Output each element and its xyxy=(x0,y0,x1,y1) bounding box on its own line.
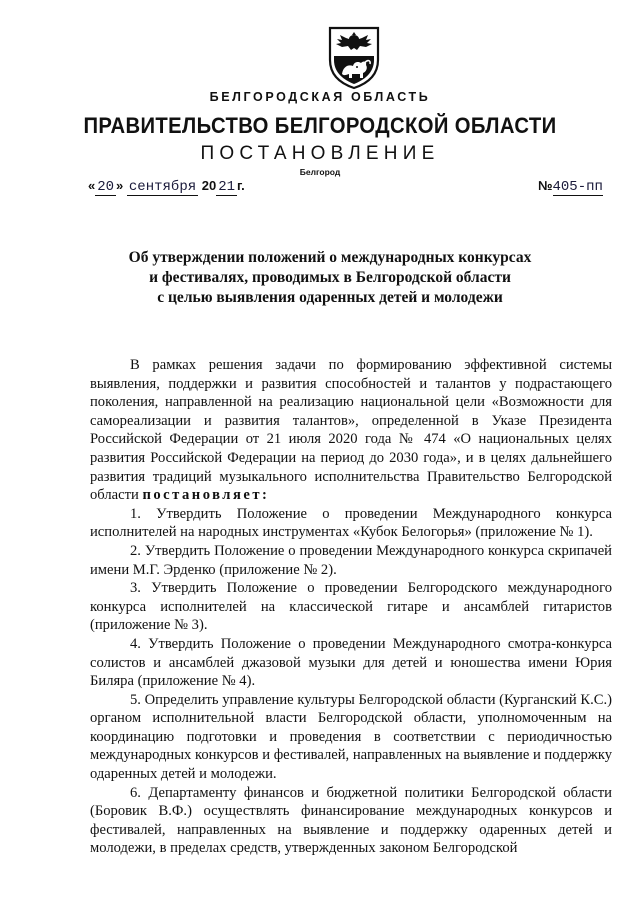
decree-item: 2. Утвердить Положение о проведении Международного конкурса скрипачей имени М.Г. Эрденко (приложение № 2). xyxy=(90,542,612,578)
decree-number xyxy=(538,178,603,195)
date-year-prefix: 20 xyxy=(201,178,217,193)
decrees-word: постановляет: xyxy=(142,487,270,504)
decree-date xyxy=(88,178,245,195)
title-line: и фестивалях, проводимых в Белгородской области xyxy=(149,269,511,286)
decree-item: 1. Утвердить Положение о проведении Международного конкурса исполнителей на народных инструментах «Кубок Белогорья» (приложение № 1). xyxy=(90,505,612,541)
preamble-paragraph xyxy=(90,356,612,505)
region-name: БЕЛГОРОДСКАЯ ОБЛАСТЬ xyxy=(209,90,431,104)
decree-item: 6. Департаменту финансов и бюджетной политики Белгородской области (Боровик В.Ф.) осуществлять финансирование международных конкурсов и фестивалей, направленных на выявление и поддержку одаренных детей и молодежи, в пределах средств, утвержденных законом Белгородской xyxy=(90,784,612,857)
date-day: 20 xyxy=(97,179,115,195)
preamble-text: В рамках решения задачи по формированию эффективной системы выявления, поддержки и развития способностей и талантов у подрастающего поколения, направленной на реализацию национальной цели «Возможности для самореализации и развития талантов», определенной в Указе Президента Российской Федерации от 21 июля 2020 года № 474 «О национальных целях развития Российской Федерации на период до 2030 года», и в целях дальнейшего развития традиций музыкального исполнительства Правительство Белгородской области xyxy=(90,357,612,504)
number-value: 405-пп xyxy=(552,179,603,195)
document-title xyxy=(80,248,580,308)
decree-item: 5. Определить управление культуры Белгородской области (Курганский К.С.) органом исполнительной власти Белгородской области, уполномоченным на координацию подготовки и проведения в соответствии с периодичностью международных конкурсов и фестивалей, направленных на выявление и поддержку одаренных детей и молодежи. xyxy=(90,691,612,783)
document-type: ПОСТАНОВЛЕНИЕ xyxy=(200,143,440,164)
date-month: сентября xyxy=(128,179,197,195)
coat-of-arms-icon xyxy=(326,26,382,90)
title-line: с целью выявления одаренных детей и молодежи xyxy=(157,289,503,306)
government-name: ПРАВИТЕЛЬСТВО БЕЛГОРОДСКОЙ ОБЛАСТИ xyxy=(83,113,557,138)
city-name: Белгород xyxy=(299,167,341,177)
date-year-abbr: г. xyxy=(237,178,245,193)
date-year-suffix: 21 xyxy=(218,179,236,195)
date-open-quote: « xyxy=(88,178,96,193)
decree-item: 4. Утвердить Положение о проведении Международного смотра-конкурса солистов и ансамблей джазовой музыки для детей и юношества имени Юрия Биляра (приложение № 4). xyxy=(90,635,612,690)
decree-item: 3. Утвердить Положение о проведении Белгородского международного конкурса исполнителей на классической гитаре и ансамблей гитаристов (приложение № 3). xyxy=(90,580,612,634)
document-body xyxy=(90,356,612,858)
title-line: Об утверждении положений о международных конкурсах xyxy=(128,249,532,266)
date-close-quote: » xyxy=(116,178,124,193)
number-prefix: № xyxy=(538,178,553,193)
